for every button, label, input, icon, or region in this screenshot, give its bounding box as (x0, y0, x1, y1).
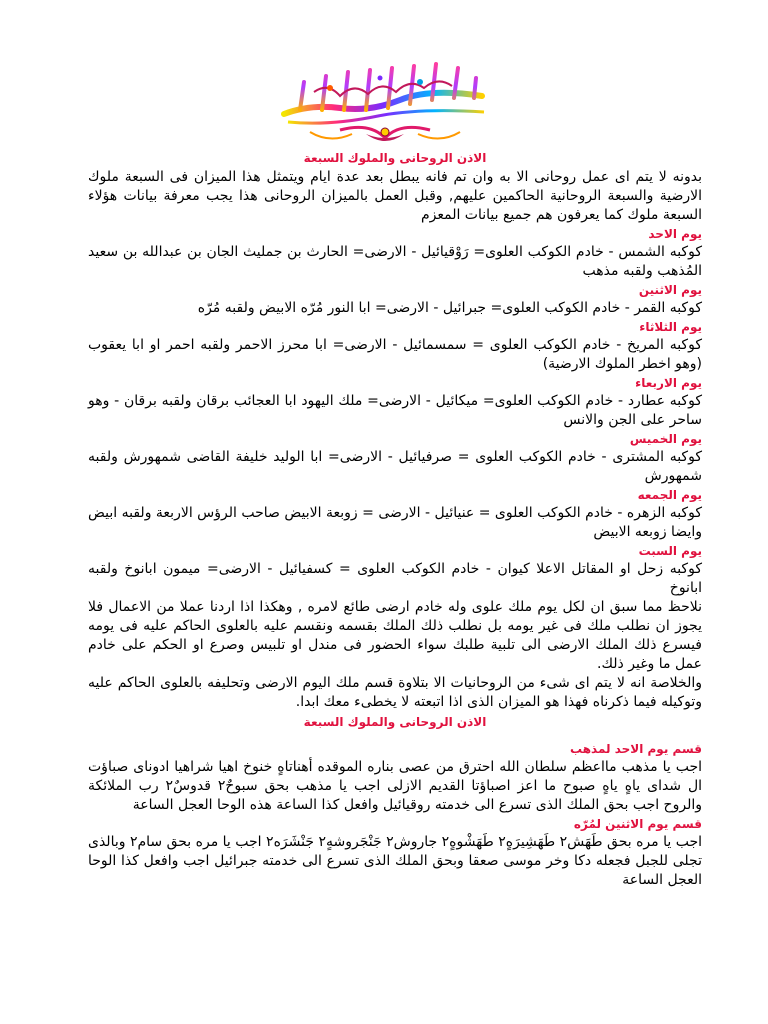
day-text: كوكبه القمر - خادم الكوكب العلوى= جبرائيل - الارضى= ابا النور مُرّه الابيض ولقبه مُرّه (197, 300, 702, 316)
oath-text: اجب يا مره بحق طَهَش٢ طَهَشِيرَهٍ٢ طَهَشْوهٍ٢ جاروش٢ جَنْجَروشهٍ٢ جَنْشَرَه٢ اجب يا مره بحق سام٢ وبالذى تجلى للجبل فجعله دكا وخر موسى صعقا وبحق الملك الذى تسرع الى خدمته جبرائيل اجب وافعل كذا الوحا العجل الساعة (88, 834, 702, 888)
document-body (88, 148, 702, 890)
intro-paragraph: بدونه لا يتم اى عمل روحانى الا به وان تم فانه يبطل بعد عدة ايام ويتمثل هذا الميزان فى السبعة ملوك الارضية والسبعة الروحانية الحاكمين عليهم, وقبل العمل بالميزان الروحانى هذا يجب معرفة بيانات هؤلاء السبعة ملوك كما يعرفون هم جميع بيانات المعزم (88, 169, 702, 223)
day-text: كوكبه زحل او المقاتل الاعلا كيوان - خادم الكوكب العلوى = كسفيائيل - الارضى= ميمون ابانوخ ولقبه ابانوخ (88, 561, 702, 596)
note-paragraph: نلاحظ مما سبق ان لكل يوم ملك علوى وله خادم ارضى طائع لامره , وهكذا اذا اردنا عملا من الاعمال فلا يجوز ان نطلب ملك فى غير يومه بل نطلب ذلك الملك بقسمه ونقسم عليه بالعلوى الحاكم عليه فى يومه فيسرع ذلك الملك الارضى الى تلبية طلبك سواء الحضور فى مندل او تلبيس وصرع او الحكم على خادم عمل ما وغير ذلك. (88, 599, 702, 672)
day-title: يوم الاربعاء (635, 376, 702, 390)
basmala-logo-icon (270, 52, 500, 152)
day-text: كوكبه الزهره - خادم الكوكب العلوى = عنيائيل - الارضى = زوبعة الابيض صاحب الرؤس الاربعة ولقبه ابيض وايضا زوبعه الابيض (88, 505, 702, 540)
day-title: يوم الجمعه (637, 488, 702, 502)
oath-title: قسم يوم الاثنين لمُرّه (573, 817, 702, 831)
day-title: يوم الثلاثاء (639, 320, 702, 334)
day-text: كوكبه الشمس - خادم الكوكب العلوى= رَوْقيائيل - الارضى= الحارث بن جمليث الجان بن عبدالله بن سعيد المُذهب ولقبه مذهب (88, 244, 702, 279)
day-text: كوكبه المريخ - خادم الكوكب العلوى = سمسمائيل - الارضى= ابا محرز الاحمر ولقبه احمر او ابا يعقوب (وهو اخطر الملوك الارضية) (88, 337, 702, 372)
oath-title: قسم يوم الاحد لمذهب (570, 742, 702, 756)
conclusion-paragraph: والخلاصة انه لا يتم اى شىء من الروحانيات الا بتلاوة قسم ملك اليوم الارضى وتحليفه بالعلوى الحاكم عليه وتوكيله فيما ذكرناه فهذا هو الميزان الذى اذا اتبعته لا يخطىء معك ابدا. (88, 675, 702, 710)
oath-text: اجب يا مذهب مااعظم سلطان الله احترق من عصى بناره الموقده أهناتاهٍ خنوخ اهيا شراهيا ادوناى صباؤت ال شداى ياهٍ ياهٍ صبوح ما اعز اصباؤتا القديم الازلى اجب يا مذهب بحق سبوحٌ٢ قدوسٌ٢ رب الملائكة والروح اجب بحق الملك الذى تسرع الى خدمته روقيائيل وافعل كذا الساعة هذه الوحا العجل الساعة (88, 759, 703, 813)
day-text: كوكبه المشترى - خادم الكوكب العلوى = صرفيائيل - الارضى= ابا الوليد خليفة القاضى شمهورش ولقبه شمهورش (88, 449, 702, 484)
basmala-calligraphy-logo (270, 52, 500, 152)
day-title: يوم السبت (638, 544, 702, 558)
page-title: الاذن الروحانى والملوك السبعة (303, 151, 487, 165)
day-text: كوكبه عطارد - خادم الكوكب العلوى= ميكائيل - الارضى= ملك اليهود ابا العجائب برقان ولقبه برقان - وهو ساحر على الجن والانس (88, 393, 702, 428)
day-title: يوم الاثنين (638, 283, 702, 297)
day-title: يوم الخميس (629, 432, 702, 446)
section-title: الاذن الروحانى والملوك السبعة (303, 715, 487, 729)
day-title: يوم الاحد (648, 227, 702, 241)
